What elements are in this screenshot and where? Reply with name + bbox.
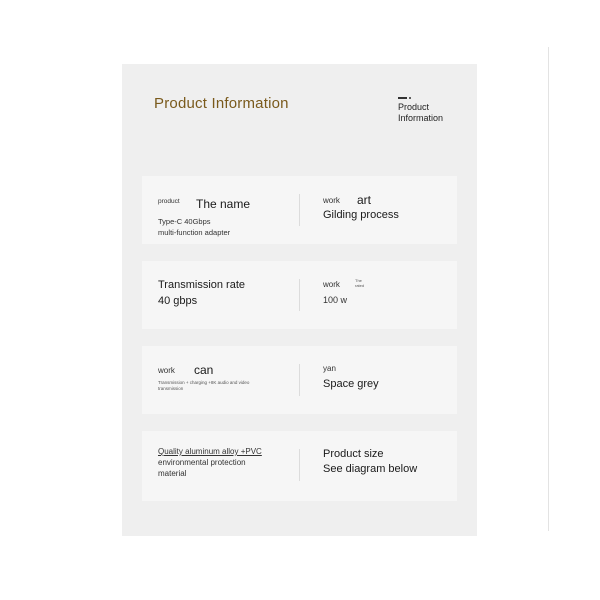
corner-label-line2: Information	[398, 113, 444, 123]
name-heading: The name	[196, 197, 251, 211]
rate-heading: Transmission rate	[158, 279, 246, 291]
card-divider	[299, 449, 300, 481]
material-line3: material	[158, 469, 187, 478]
corner-label-line1: Product	[398, 102, 430, 112]
page-edge-rule	[548, 47, 549, 531]
size-value: See diagram below	[323, 463, 418, 475]
function-line2: transmission	[158, 386, 184, 391]
card-divider	[299, 364, 300, 396]
card-divider	[299, 194, 300, 226]
work-label: work	[158, 366, 175, 375]
yan-label: yan	[323, 364, 336, 373]
material-line1: Quality aluminum alloy +PVC	[158, 447, 262, 456]
size-heading: Product size	[323, 448, 384, 460]
color-value: Space grey	[323, 378, 379, 390]
info-card-function	[142, 346, 457, 414]
name-line1: Type-C 40Gbps	[158, 217, 211, 226]
can-heading: can	[194, 363, 214, 377]
function-line1: Transmission + charging +8K audio and video	[158, 380, 250, 385]
rated-value: 100 w	[323, 295, 348, 305]
info-card-name	[142, 176, 457, 244]
work-label: work	[323, 196, 340, 205]
info-card-material	[142, 431, 457, 501]
info-card-rate	[142, 261, 457, 329]
rated-tiny-label	[355, 278, 364, 288]
rated-tiny-line1: The	[355, 278, 362, 283]
rated-tiny-line2: rated	[355, 283, 365, 288]
page-title: Product Information	[154, 95, 289, 112]
rate-value: 40 gbps	[158, 295, 198, 307]
art-heading: art	[357, 193, 372, 207]
product-label: product	[158, 198, 180, 205]
corner-label	[398, 102, 468, 124]
material-line2: environmental protection	[158, 458, 246, 467]
work-label: work	[323, 280, 340, 289]
art-value: Gilding process	[323, 209, 399, 221]
card-divider	[299, 279, 300, 311]
name-line2: multi-function adapter	[158, 228, 231, 237]
product-info-sheet	[122, 64, 477, 536]
